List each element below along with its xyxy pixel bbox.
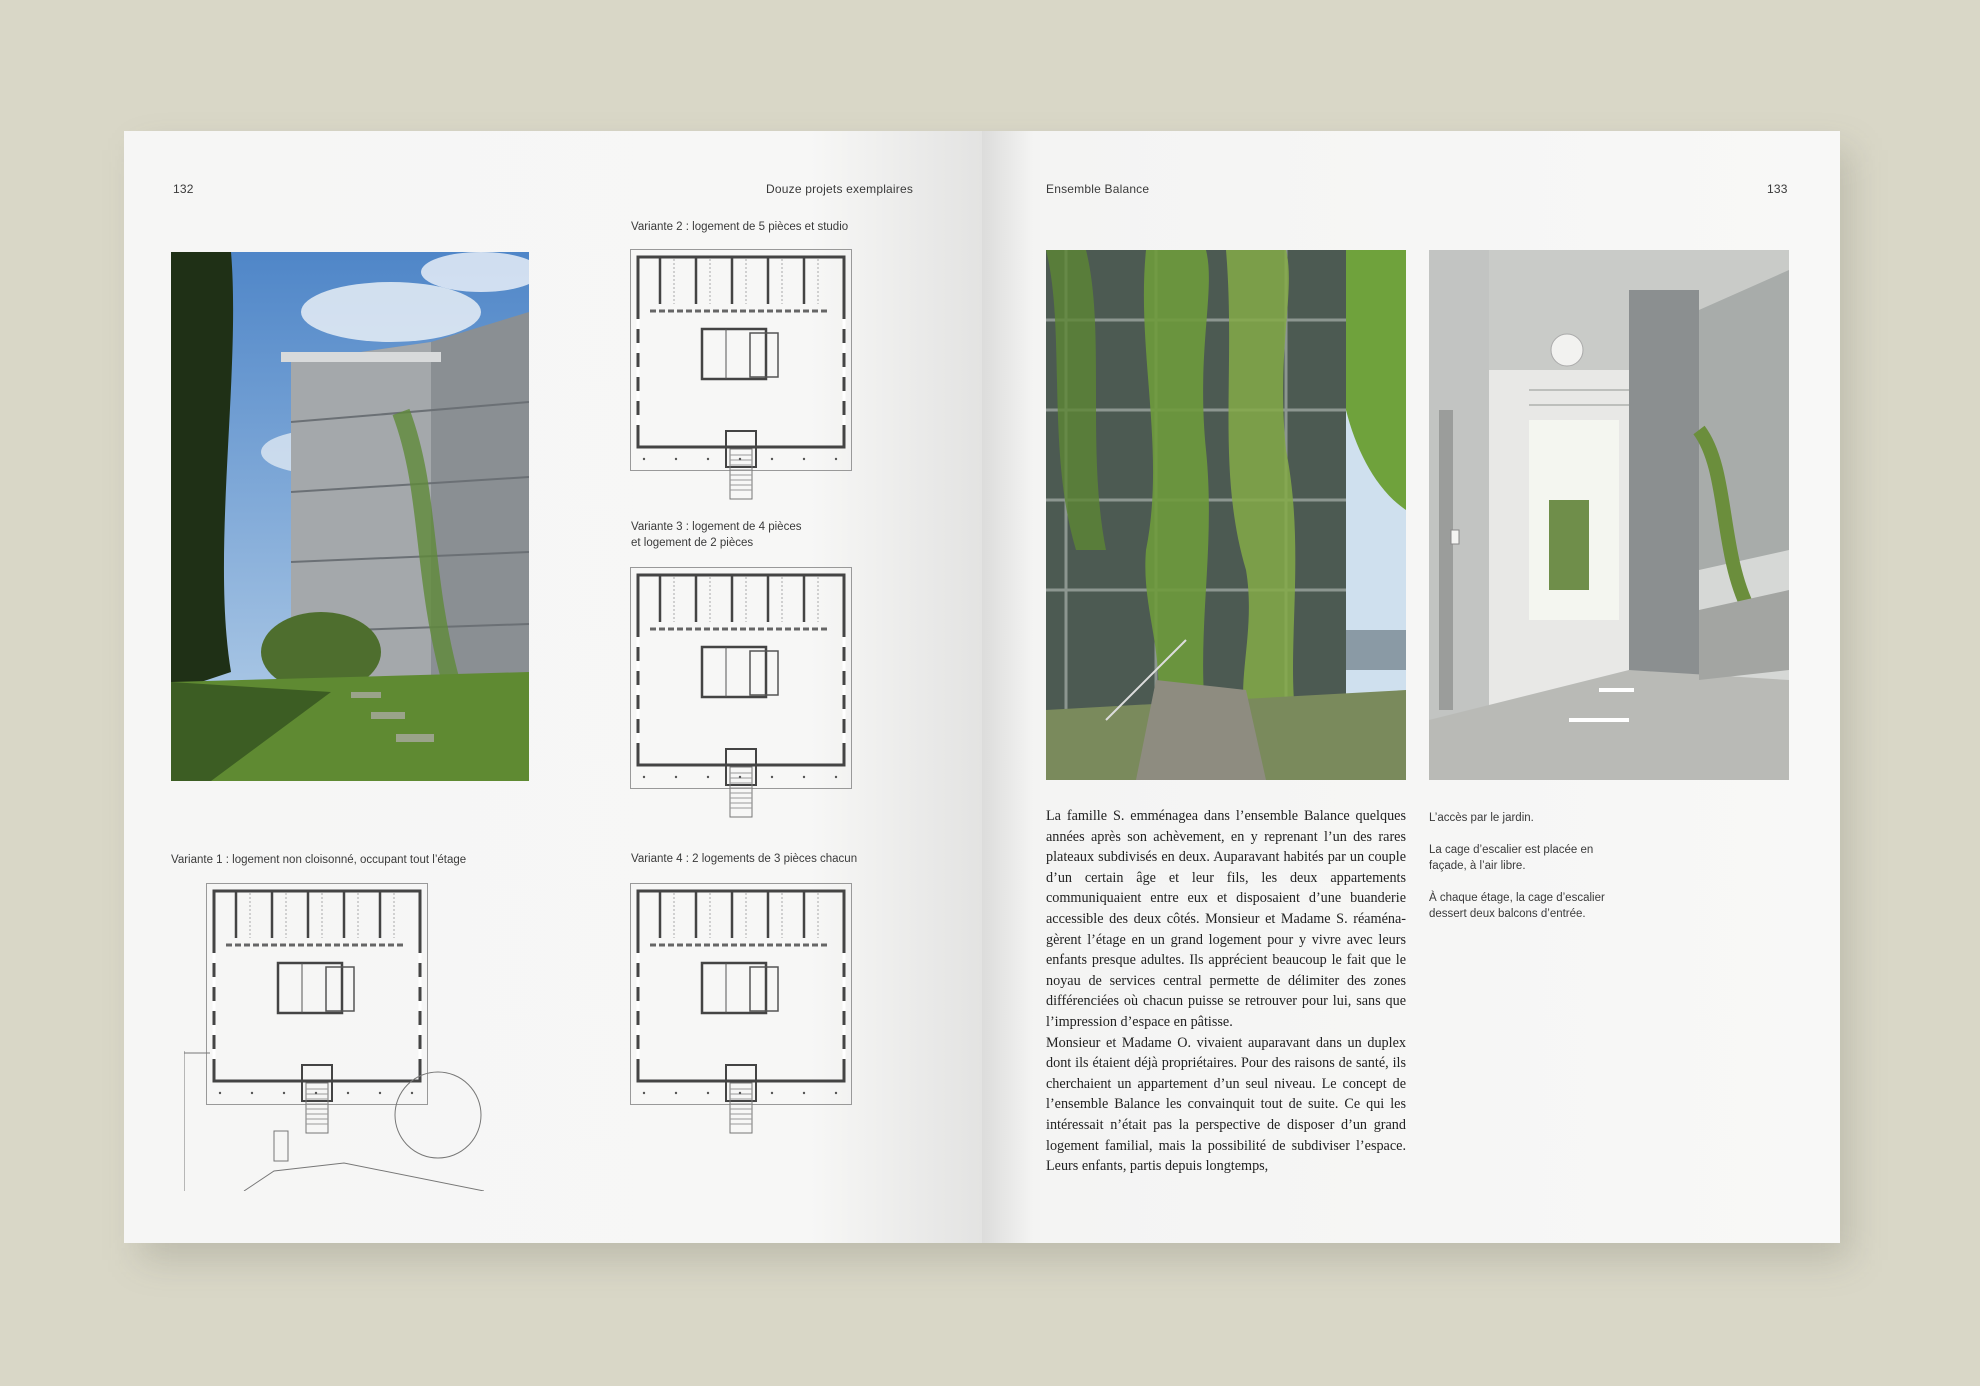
left-page (124, 131, 982, 1243)
floor-plan-variant-2 (630, 249, 852, 506)
stairwell-corridor-photo (1429, 250, 1789, 780)
page-number-right: 133 (1767, 182, 1788, 196)
body-paragraph: Monsieur et Madame O. vivaient auparavant dans un duplex dont ils étaient déjà propriétaires. Pour des raisons de santé, ils cherchaient un appartement d’un seul niveau. Le concept de l’ensemble Balance les convainquit tout de suite. Ce qui les intéressait n’était pas la perspective de disposer d’un grand logement familial, mais la possibilité de subdiviser l’espace. Leurs enfants, partis depuis longtemps, (1046, 1034, 1406, 1175)
building-exterior-photo (171, 252, 529, 781)
right-page (982, 131, 1840, 1243)
variant-3-caption: Variante 3 : logement de 4 pièces et logement de 2 pièces (631, 521, 802, 549)
variant-1-caption: Variante 1 : logement non cloisonné, occupant tout l’étage (171, 854, 467, 866)
main-body-text (1046, 806, 1406, 1177)
caption-stairwell-facade: La cage d’escalier est placée en façade, à l’air libre. (1429, 844, 1594, 872)
variant-2-caption: Variante 2 : logement de 5 pièces et studio (631, 221, 849, 233)
floor-plan-variant-3 (630, 567, 852, 824)
body-paragraph: La famille S. emménagea dans l’ensemble Balance quelques années après son achèvement, en y reprenant l’un des rares plateaux subdivisés en deux. Auparavant habités par un couple d’un certain âge et leur fils, les deux appartements communiquaient entre eux et disposaient d’une buanderie accessible des deux côtés. Monsieur et Madame S. réaménagèrent l’étage en un grand logement pour y vivre avec leurs enfants presque adultes. Ils apprécient beaucoup le fait que le noyau de services central permette de délimiter des zones différenciées où chacun puisse se retrouver pour lui, sans que l’impression d’espace en pâtisse. (1046, 808, 1406, 1030)
page-number-left: 132 (173, 182, 194, 196)
photo-captions (1429, 810, 1629, 938)
green-facade-photo (1046, 250, 1406, 780)
floor-plan-variant-4 (630, 883, 852, 1140)
site-context-drawing (184, 1051, 484, 1191)
caption-entry-balconies: À chaque étage, la cage d’escalier dessert deux balcons d’entrée. (1429, 892, 1605, 920)
running-head-right: Ensemble Balance (1046, 182, 1150, 196)
variant-4-caption: Variante 4 : 2 logements de 3 pièces chacun (631, 853, 858, 865)
caption-garden-access: L’accès par le jardin. (1429, 812, 1534, 824)
running-head-left: Douze projets exemplaires (766, 182, 914, 196)
